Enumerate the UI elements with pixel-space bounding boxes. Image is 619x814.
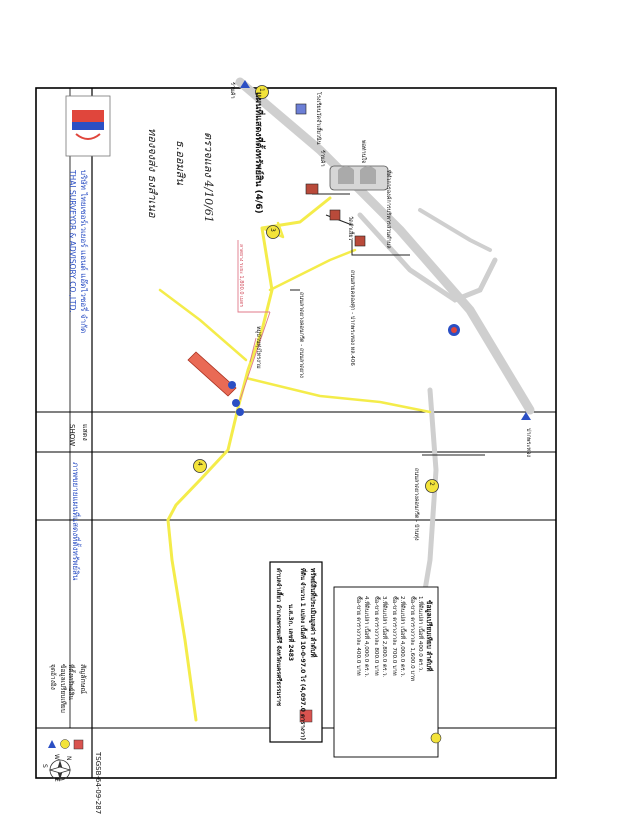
legend-item-reference: จุดอ้างอิง [49,664,57,690]
comparable-item: 3.ที่ดินเปล่า เนื้อที่ 2,800.0 ตร.ว. [381,596,387,678]
label-road-main: ถนนสายคลองศุก - ปากพระทอง หล.406 [349,270,355,366]
subject-parcel [188,352,236,396]
marker-label: 1 [258,88,265,92]
temple-icon [355,236,365,246]
ref-marker-icon [232,399,240,407]
label-temple-office: ที่ทำการองค์การบริหารส่วนตำบล [385,170,391,249]
marker-label: 4 [196,462,203,466]
show-label-th: แสดง [81,424,89,441]
show-value: ภาพขยายแผนที่แสดงที่ตั้งทรัพย์สิน [71,462,80,581]
label-left-end: ร้านค้า [229,82,235,99]
label-temple: วัดจำเสี้ยว [347,216,353,241]
handwritten-line2: ธ.ออมสิน [174,140,187,185]
comparable-item: ซื้อ-ขาย ตารางวาละ 700.0 บาท [391,596,397,676]
ref-marker-icon [236,408,244,416]
comparable-item: 1.ที่ดินเปล่า เนื้อที่ 400.0 ตร.ว. [417,596,423,672]
label-subject-note: ลาดยาง ระยะ 1,800.0 เมตร [238,244,244,308]
shop-icon [330,210,340,220]
company-name-th: บริษัท ไทยเซอร์เวเยอร์ แอนด์ แอ๊ดไวซอรี่ จำกัด [79,170,88,334]
building-icons [296,104,388,246]
office-icon [306,184,318,194]
label-road-local: ถนนลาดยางคอนกรีต - ถนนลาดยาง [298,292,304,378]
comparable-item: 4.ที่ดินเปล่า เนื้อที่ 4,000.0 ตร.ว. [363,596,369,678]
compass-w: W [53,754,60,760]
legend-swatch-property [74,740,83,749]
comparable-item: ซื้อ-ขาย ตารางวาละ 400.0 บาท [355,596,361,676]
label-road-side: ถนนลาดยางคอนกรีต - บ้านทุ่ง [413,468,419,541]
company-logo [66,96,110,156]
legend-swatch-comparable [61,740,70,749]
property-line1: ทรัพย์สินที่ประเมินมูลค่า ลำดับที่ [309,568,317,658]
comparables-title: ข้อมูลเปรียบเทียบ ลำดับที่ [425,600,433,672]
comparable-item: ซื้อ-ขาย ตารางวาละ 800.0 บาท [373,596,379,676]
doc-code: TSGSB-64-09-287 [94,752,102,814]
legend-item-property: ที่ตั้งทรัพย์สิน [67,664,75,700]
show-label-en: SHOW [68,424,76,447]
compass-icon [50,760,70,780]
comparable-item: ซื้อ-ขาย ตารางวาละ 1,600.0 บาท [409,596,415,681]
property-line3: น.ส.3ก. เลขที่ 2483 [287,604,294,662]
property-line4: ตำบลจำเสี้ยว อำเภอพรหมคีรี จังหวัดนครศรีธรรมราช [275,568,282,707]
legend-title: สัญลักษณ์ [79,664,87,694]
company-name-en: THAI SURVEYOR & ADVISORY CO.,LTD. [68,170,77,313]
handwritten-line1: ตรวจแลง 4/10/61 [202,132,215,223]
ref-marker-icon [228,381,236,389]
compass-s: S [41,764,48,768]
compass-n: N [65,756,72,761]
label-school: โรงเรียนวัดจำเสี้ยวนิน [315,92,321,145]
map-title: แผนที่แสดงที่ตั้งทรัพย์สิน (4/6) [253,92,263,214]
property-line2: ที่ดิน จำนวน 1 แปลง เนื้อที่ 10-0-97.0 ไร่ (4,097.0 ตารางวา) [299,568,306,741]
label-village: หมู่บ้านทุ่งไทรงาม [255,326,261,369]
handwritten-line3: ทองจงส่ง ธงสำเนอ [146,128,159,218]
label-village-office: ร้านค้า [319,150,325,167]
legend-item-comparable: ข้อมูลเปรียบเทียบ [59,664,67,713]
marker-label: 3 [269,228,276,232]
school-icon [296,104,306,114]
marker-label: 2 [428,482,435,486]
label-monk: พ่อท่านใจ [360,140,366,164]
comparable-item: 2.ที่ดินเปล่า เนื้อที่ 4,000.0 ตร.ว. [399,596,405,678]
compass-e: E [53,778,60,782]
legend-swatch-reference [48,740,56,748]
label-right-end: ปากพระทอง [525,428,531,458]
statue-icon [330,166,388,190]
comparable-swatch-icon [431,733,441,743]
